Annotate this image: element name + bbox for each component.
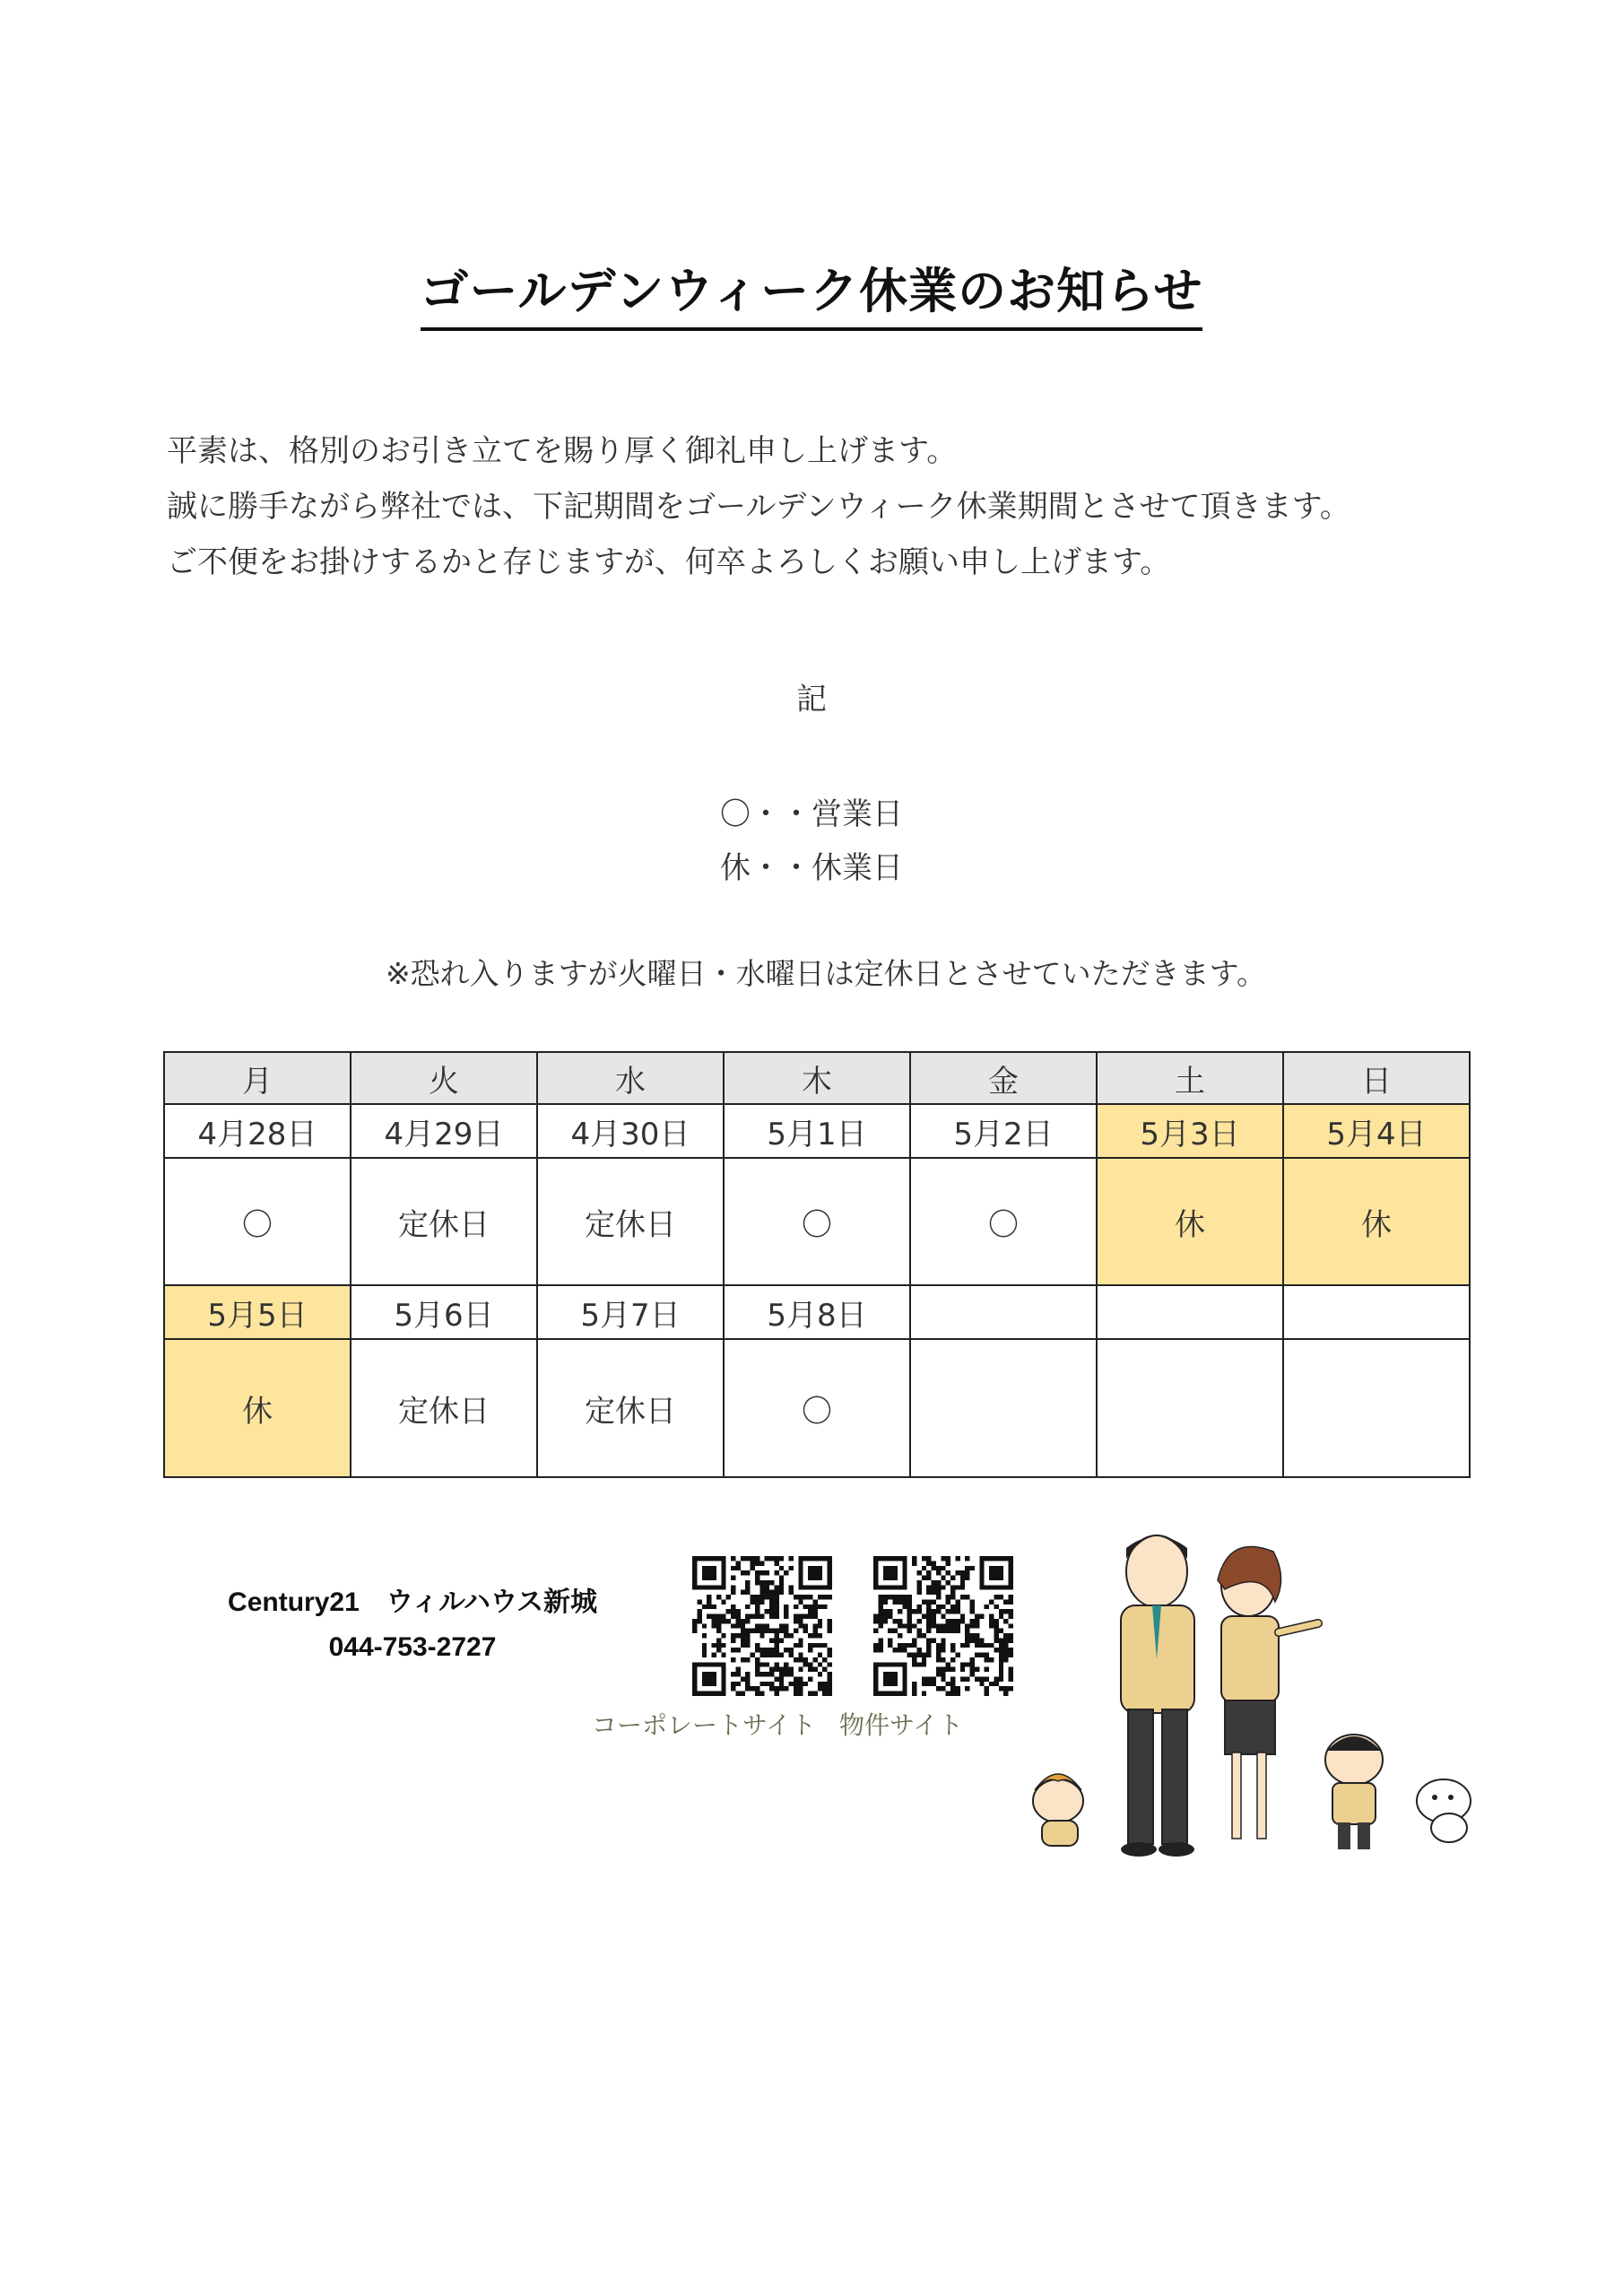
date-cell-holiday: 5月5日 [164, 1285, 351, 1339]
qr-code-corporate-icon[interactable] [692, 1556, 832, 1696]
date-cell-holiday: 5月4日 [1283, 1104, 1470, 1158]
page-title-text: ゴールデンウィーク休業のお知らせ [421, 253, 1203, 331]
weekday-mon: 月 [164, 1052, 351, 1104]
date-cell-empty [1283, 1285, 1470, 1339]
character-boy-illustration [1325, 1735, 1383, 1849]
weekday-tue: 火 [351, 1052, 537, 1104]
legend [0, 787, 1623, 895]
status-cell-empty [1283, 1339, 1470, 1477]
legend-closed: 休・・休業日 [720, 850, 903, 886]
qr-captions [592, 1706, 963, 1742]
status-cell-empty [910, 1339, 1097, 1477]
date-cell: 5月8日 [724, 1285, 910, 1339]
holiday-note: ※恐れ入りますが火曜日・水曜日は定休日とさせていただきます。 [386, 956, 1267, 991]
character-man-illustration [1121, 1535, 1194, 1857]
intro-line-2: 誠に勝手ながら弊社では、下記期間をゴールデンウィーク休業期間とさせて頂きます。 [167, 489, 1350, 525]
status-cell: 〇 [724, 1158, 910, 1285]
status-cell-holiday: 休 [1097, 1158, 1283, 1285]
ki-heading: 記 [796, 682, 827, 718]
date-cell: 5月2日 [910, 1104, 1097, 1158]
legend-open: 〇・・営業日 [720, 796, 903, 832]
date-cell-empty [910, 1285, 1097, 1339]
weekday-sat: 土 [1097, 1052, 1283, 1104]
date-cell-empty [1097, 1285, 1283, 1339]
date-cell: 5月6日 [351, 1285, 537, 1339]
qr-caption-property: 物件サイト [839, 1710, 964, 1740]
character-woman-illustration [1218, 1546, 1318, 1839]
status-cell-empty [1097, 1339, 1283, 1477]
date-cell: 5月7日 [537, 1285, 724, 1339]
week1-status-row [164, 1158, 1470, 1285]
weekday-fri: 金 [910, 1052, 1097, 1104]
week2-status-row [164, 1339, 1470, 1477]
status-cell: 定休日 [537, 1339, 724, 1477]
character-dog-illustration [1417, 1779, 1471, 1842]
status-cell: 〇 [910, 1158, 1097, 1285]
weekday-sun: 日 [1283, 1052, 1470, 1104]
date-cell: 4月30日 [537, 1104, 724, 1158]
character-baby-illustration [1033, 1774, 1083, 1846]
status-cell-holiday: 休 [164, 1339, 351, 1477]
company-info [179, 1580, 646, 1670]
holiday-calendar [163, 1051, 1471, 1478]
status-cell: 定休日 [537, 1158, 724, 1285]
intro-line-3: ご不便をお掛けするかと存じますが、何卒よろしくお願い申し上げます。 [167, 544, 1171, 580]
qr-caption-corporate: コーポレートサイト [592, 1710, 817, 1740]
status-cell: 定休日 [351, 1158, 537, 1285]
weekday-thu: 木 [724, 1052, 910, 1104]
week1-date-row [164, 1104, 1470, 1158]
date-cell: 4月29日 [351, 1104, 537, 1158]
date-cell: 4月28日 [164, 1104, 351, 1158]
status-cell: 〇 [164, 1158, 351, 1285]
date-cell: 5月1日 [724, 1104, 910, 1158]
weekday-header-row [164, 1052, 1470, 1104]
weekday-wed: 水 [537, 1052, 724, 1104]
week2-date-row [164, 1285, 1470, 1339]
status-cell: 〇 [724, 1339, 910, 1477]
page-title [0, 253, 1623, 331]
mascot-characters-illustration [1022, 1516, 1480, 1874]
status-cell: 定休日 [351, 1339, 537, 1477]
company-name: Century21 ウィルハウス新城 [228, 1587, 597, 1617]
status-cell-holiday: 休 [1283, 1158, 1470, 1285]
intro-paragraph [167, 423, 1350, 590]
qr-code-property-icon[interactable] [873, 1556, 1013, 1696]
company-phone: 044-753-2727 [328, 1632, 497, 1662]
date-cell-holiday: 5月3日 [1097, 1104, 1283, 1158]
intro-line-1: 平素は、格別のお引き立てを賜り厚く御礼申し上げます。 [167, 433, 958, 469]
